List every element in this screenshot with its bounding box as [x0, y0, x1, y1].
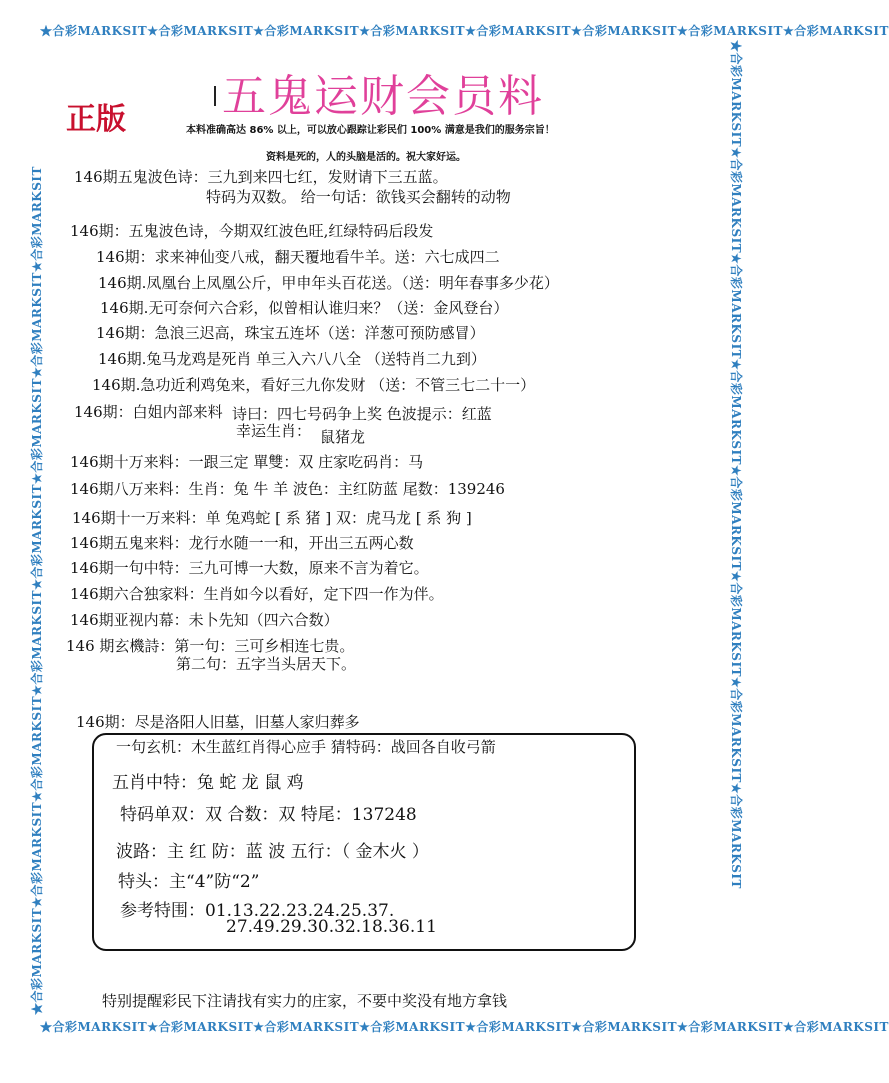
- subtitle-luck: 资料是死的，人的头脑是活的。祝大家好运。: [266, 152, 466, 163]
- watermark-right: ★合彩MARKSIT★合彩MARKSIT★合彩MARKSIT★合彩MARKSIT★合彩MARKSIT★合彩MARKSIT★合彩MARKSIT★合彩MARKSIT: [729, 40, 743, 889]
- content-line: 146期：求来神仙变八戒，翻天覆地看牛羊。送：六七成四二: [96, 248, 500, 266]
- content-line: 146期：五鬼波色诗，今期双红波色旺,红绿特码后段发: [70, 222, 434, 240]
- footer-notice: 特别提醒彩民下注请找有实力的庄家，不要中奖没有地方拿钱: [102, 992, 508, 1010]
- content-line: 146 期玄機詩：第一句：三可乡相连七贵。: [66, 637, 355, 655]
- box-line-range-2: 27.49.29.30.32.18.36.11: [226, 917, 437, 937]
- content-line: 幸运生肖：: [236, 422, 312, 440]
- content-line: 诗曰：四七号码争上奖 色波提示：红蓝: [232, 405, 492, 423]
- content-line: 特码为双数。 给一句话：欲钱买会翻转的动物: [206, 188, 511, 206]
- watermark-left: ★合彩MARKSIT★合彩MARKSIT★合彩MARKSIT★合彩MARKSIT★合彩MARKSIT★合彩MARKSIT★合彩MARKSIT★合彩MARKSIT: [30, 166, 44, 1015]
- page-title: 五鬼运财会员料: [222, 71, 544, 122]
- subtitle-accuracy: 本料准确高达 86% 以上，可以放心跟踪让彩民们 100% 满意是我们的服务宗旨！: [186, 125, 555, 136]
- content-line: 146期亚视内幕：未卜先知（四六合数）: [70, 611, 339, 629]
- content-line: 146期.凤凰台上凤凰公斤，甲申年头百花送。（送：明年春事多少花）: [98, 274, 559, 292]
- watermark-bottom: ★合彩MARKSIT★合彩MARKSIT★合彩MARKSIT★合彩MARKSIT★合彩MARKSIT★合彩MARKSIT★合彩MARKSIT★合彩MARKSIT: [40, 1020, 889, 1034]
- content-line: 146期五鬼来料：龙行水随一一和，开出三五两心数: [70, 534, 414, 552]
- box-line-zodiac: 五肖中特：兔 蛇 龙 鼠 鸡: [112, 773, 304, 793]
- content-line: 146期一句中特：三九可博一大数，原来不言为着它。: [70, 559, 429, 577]
- box-line-parity: 特码单双：双 合数：双 特尾：137248: [120, 805, 417, 825]
- content-line: 146期：白姐内部来料: [74, 403, 223, 421]
- box-line-wave: 波路：主 红 防：蓝 波 五行：（ 金木火 ）: [116, 842, 429, 862]
- content-line: 146期.急功近利鸡兔来，看好三九你发财 （送：不管三七二十一）: [92, 376, 536, 394]
- content-line: 146期：尽是洛阳人旧墓，旧墓人家归葬多: [76, 713, 360, 731]
- content-line: 146期.兔马龙鸡是死肖 单三入六八八全 （送特肖二九到）: [98, 350, 486, 368]
- title-divider: [214, 86, 216, 106]
- content-line: 146期：急浪三迟高，珠宝五连坏（送：洋葱可预防感冒）: [96, 324, 485, 342]
- content-line: 146期.无可奈何六合彩，似曾相认谁归来？（送：金风登台）: [100, 299, 509, 317]
- watermark-top: ★合彩MARKSIT★合彩MARKSIT★合彩MARKSIT★合彩MARKSIT★合彩MARKSIT★合彩MARKSIT★合彩MARKSIT★合彩MARKSIT: [40, 24, 889, 38]
- content-line: 146期六合独家料：生肖如今以看好，定下四一作为伴。: [70, 585, 444, 603]
- content-line: 第二句：五字当头居天下。: [176, 655, 357, 673]
- box-line-head: 特头：主“4”防“2”: [118, 872, 260, 892]
- genuine-badge: 正版: [66, 102, 126, 137]
- content-line: 146期十万来料：一跟三定 單雙：双 庄家吃码肖：马: [70, 453, 424, 471]
- box-line-range-1: 参考特围：01.13.22.23.24.25.37.: [120, 901, 395, 921]
- content-line: 146期十一万来料：单 兔鸡蛇 [ 系 猪 ] 双：虎马龙 [ 系 狗 ]: [72, 509, 472, 527]
- content-line: 146期八万来料：生肖：兔 牛 羊 波色：主红防蓝 尾数：139246: [70, 480, 505, 498]
- content-line: 146期五鬼波色诗：三九到来四七红，发财请下三五蓝。: [74, 168, 448, 186]
- content-line: 鼠猪龙: [320, 428, 366, 446]
- box-line-riddle: 一句玄机：木生蓝红肖得心应手 猜特码：战回各自收弓箭: [116, 738, 496, 756]
